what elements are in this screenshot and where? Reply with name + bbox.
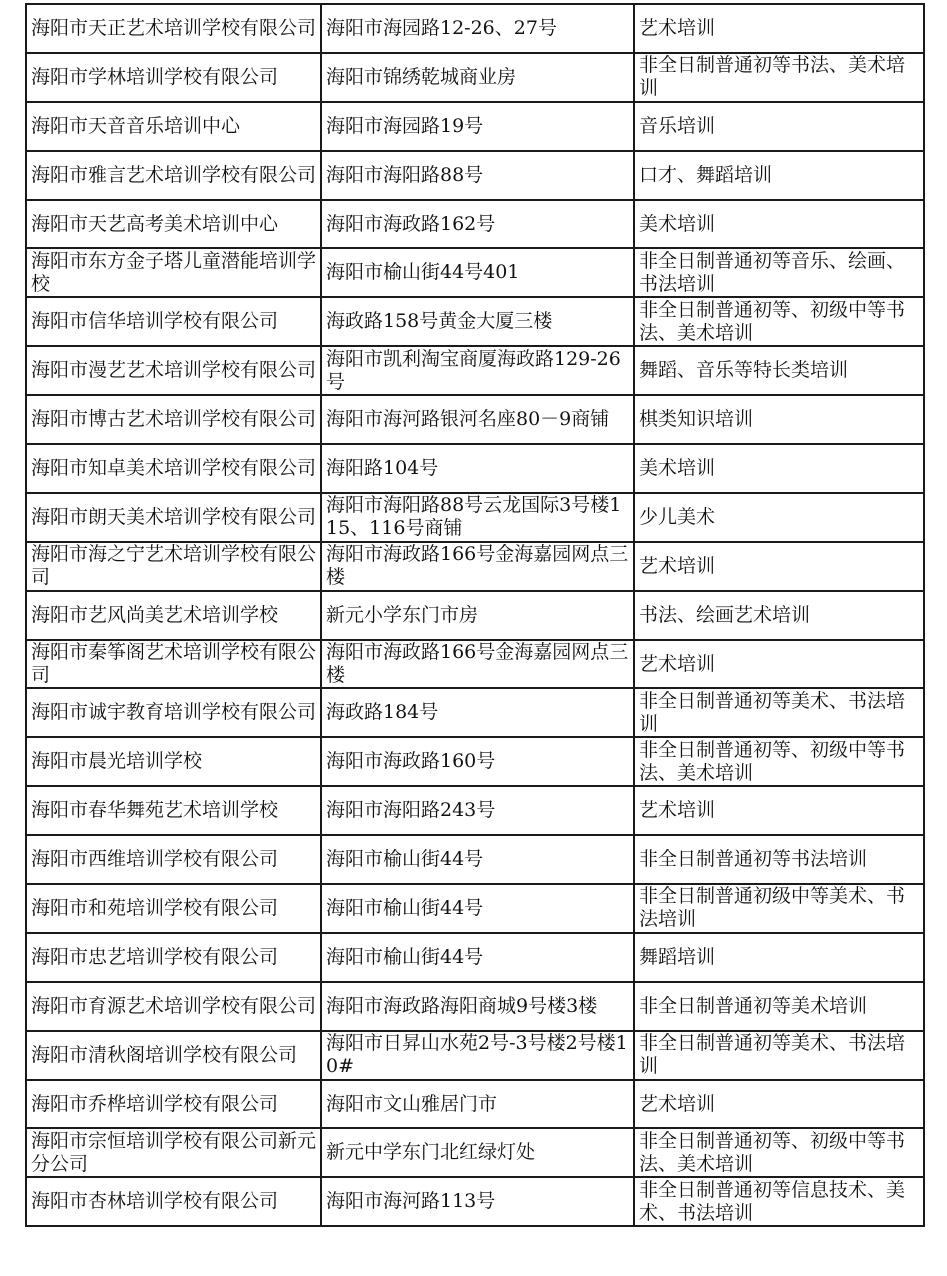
address-cell xyxy=(321,102,634,151)
address-cell xyxy=(321,591,634,640)
school-name-text: 海阳市天艺高考美术培训中心 xyxy=(31,212,279,235)
address-text: 海阳市海河路113号 xyxy=(326,1190,496,1213)
school-name-text: 海阳市秦筝阁艺术培训学校有限公司 xyxy=(31,641,317,687)
school-name-text: 海阳市海之宁艺术培训学校有限公司 xyxy=(31,543,317,589)
school-name-text: 海阳市艺风尚美艺术培训学校 xyxy=(31,603,279,626)
training-scope-text: 舞蹈、音乐等特长类培训 xyxy=(639,359,849,382)
address-text: 海阳市锦绣乾城商业房 xyxy=(326,65,517,88)
training-scope-cell xyxy=(634,982,924,1031)
school-name-text: 海阳市宗恒培训学校有限公司新元分公司 xyxy=(31,1129,317,1175)
school-name-text: 海阳市忠艺培训学校有限公司 xyxy=(31,945,279,968)
training-scope-cell xyxy=(634,640,924,689)
address-cell xyxy=(321,297,634,346)
training-scope-text: 舞蹈培训 xyxy=(639,945,716,968)
training-scope-text: 非全日制普通初等信息技术、美术、书法培训 xyxy=(639,1178,906,1224)
training-scope-cell xyxy=(634,835,924,884)
school-name-text: 海阳市杏林培训学校有限公司 xyxy=(31,1190,279,1213)
table-row xyxy=(26,493,924,542)
address-cell xyxy=(321,444,634,493)
school-name-cell xyxy=(26,1128,321,1177)
school-name-text: 海阳市知卓美术培训学校有限公司 xyxy=(31,456,317,479)
school-name-cell xyxy=(26,4,321,53)
training-scope-text: 非全日制普通初级中等美术、书法培训 xyxy=(639,885,906,931)
table-row xyxy=(26,737,924,786)
training-scope-cell xyxy=(634,151,924,200)
table-row xyxy=(26,884,924,933)
school-name-text: 海阳市和苑培训学校有限公司 xyxy=(31,896,279,919)
school-name-cell xyxy=(26,737,321,786)
training-scope-cell xyxy=(634,542,924,591)
training-schools-table xyxy=(25,3,925,1227)
address-cell xyxy=(321,542,634,591)
training-scope-cell xyxy=(634,248,924,297)
table-row xyxy=(26,444,924,493)
training-scope-text: 美术培训 xyxy=(639,212,716,235)
table-row xyxy=(26,248,924,297)
address-text: 海阳市海园路19号 xyxy=(326,114,484,137)
training-scope-text: 美术培训 xyxy=(639,456,716,479)
training-scope-text: 艺术培训 xyxy=(639,652,716,675)
training-scope-cell xyxy=(634,591,924,640)
table-body xyxy=(26,4,924,1226)
training-scope-text: 艺术培训 xyxy=(639,554,716,577)
school-name-cell xyxy=(26,884,321,933)
table-row xyxy=(26,835,924,884)
table-row xyxy=(26,640,924,689)
address-text: 海阳市海园路12-26、27号 xyxy=(326,16,557,39)
school-name-cell xyxy=(26,102,321,151)
table-row xyxy=(26,4,924,53)
training-scope-cell xyxy=(634,1080,924,1129)
school-name-cell xyxy=(26,688,321,737)
training-scope-cell xyxy=(634,4,924,53)
school-name-text: 海阳市天正艺术培训学校有限公司 xyxy=(31,16,317,39)
address-cell xyxy=(321,1080,634,1129)
training-scope-cell xyxy=(634,200,924,249)
school-name-text: 海阳市天音音乐培训中心 xyxy=(31,114,241,137)
address-text: 海阳市海政路166号金海嘉园网点三楼 xyxy=(326,641,629,687)
training-scope-text: 棋类知识培训 xyxy=(639,408,754,431)
training-scope-text: 艺术培训 xyxy=(639,16,716,39)
school-name-text: 海阳市东方金子塔儿童潜能培训学校 xyxy=(31,249,317,295)
address-text: 海阳市海政路162号 xyxy=(326,212,496,235)
school-name-text: 海阳市春华舞苑艺术培训学校 xyxy=(31,799,279,822)
table-row xyxy=(26,297,924,346)
school-name-cell xyxy=(26,640,321,689)
school-name-cell xyxy=(26,200,321,249)
training-scope-cell xyxy=(634,1128,924,1177)
address-cell xyxy=(321,395,634,444)
training-scope-cell xyxy=(634,493,924,542)
address-cell xyxy=(321,346,634,395)
address-text: 海阳市凯利淘宝商厦海政路129-26号 xyxy=(326,347,621,393)
address-cell xyxy=(321,786,634,835)
address-text: 新元小学东门市房 xyxy=(326,603,479,626)
training-scope-text: 艺术培训 xyxy=(639,1092,716,1115)
training-scope-text: 非全日制普通初等、初级中等书法、美术培训 xyxy=(639,298,906,344)
school-name-cell xyxy=(26,835,321,884)
address-cell xyxy=(321,933,634,982)
training-scope-text: 非全日制普通初等音乐、绘画、书法培训 xyxy=(639,249,906,295)
training-scope-cell xyxy=(634,688,924,737)
school-name-text: 海阳市漫艺艺术培训学校有限公司 xyxy=(31,359,317,382)
training-scope-text: 非全日制普通初等美术、书法培训 xyxy=(639,689,906,735)
training-scope-cell xyxy=(634,395,924,444)
table-row xyxy=(26,1080,924,1129)
address-text: 海阳市榆山街44号 xyxy=(326,896,484,919)
address-text: 海阳市海阳路88号云龙国际3号楼115、116号商铺 xyxy=(326,494,622,540)
address-cell xyxy=(321,248,634,297)
school-name-cell xyxy=(26,1080,321,1129)
school-name-cell xyxy=(26,786,321,835)
table-row xyxy=(26,346,924,395)
school-name-cell xyxy=(26,493,321,542)
school-name-cell xyxy=(26,248,321,297)
training-scope-cell xyxy=(634,1031,924,1080)
training-scope-cell xyxy=(634,53,924,102)
address-text: 新元中学东门北红绿灯处 xyxy=(326,1141,536,1164)
training-scope-text: 口才、舞蹈培训 xyxy=(639,163,773,186)
table-row xyxy=(26,53,924,102)
school-name-text: 海阳市育源艺术培训学校有限公司 xyxy=(31,994,317,1017)
training-scope-cell xyxy=(634,297,924,346)
address-text: 海阳路104号 xyxy=(326,456,439,479)
table-row xyxy=(26,151,924,200)
training-scope-text: 艺术培训 xyxy=(639,799,716,822)
school-name-cell xyxy=(26,151,321,200)
table-row xyxy=(26,933,924,982)
address-text: 海阳市榆山街44号 xyxy=(326,848,484,871)
school-name-text: 海阳市清秋阁培训学校有限公司 xyxy=(31,1043,298,1066)
school-name-text: 海阳市朗天美术培训学校有限公司 xyxy=(31,505,317,528)
school-name-text: 海阳市乔桦培训学校有限公司 xyxy=(31,1092,279,1115)
address-text: 海阳市日昇山水苑2号-3号楼2号楼10# xyxy=(326,1032,628,1078)
address-cell xyxy=(321,493,634,542)
address-cell xyxy=(321,151,634,200)
table-row xyxy=(26,982,924,1031)
training-scope-cell xyxy=(634,884,924,933)
address-cell xyxy=(321,982,634,1031)
training-scope-cell xyxy=(634,346,924,395)
address-cell xyxy=(321,200,634,249)
school-name-text: 海阳市雅言艺术培训学校有限公司 xyxy=(31,163,317,186)
school-name-cell xyxy=(26,542,321,591)
school-name-text: 海阳市学林培训学校有限公司 xyxy=(31,65,279,88)
school-name-cell xyxy=(26,444,321,493)
school-name-cell xyxy=(26,346,321,395)
table-row xyxy=(26,1128,924,1177)
address-text: 海阳市榆山街44号401 xyxy=(326,261,520,284)
address-text: 海阳市海阳路243号 xyxy=(326,799,496,822)
address-text: 海阳市海河路银河名座80－9商铺 xyxy=(326,408,610,431)
address-text: 海阳市海阳路88号 xyxy=(326,163,484,186)
training-scope-text: 非全日制普通初等书法、美术培训 xyxy=(639,54,906,100)
training-scope-text: 非全日制普通初等美术、书法培训 xyxy=(639,1032,906,1078)
table-row xyxy=(26,1177,924,1226)
training-scope-text: 非全日制普通初等、初级中等书法、美术培训 xyxy=(639,738,906,784)
school-name-cell xyxy=(26,1031,321,1080)
address-cell xyxy=(321,1128,634,1177)
address-cell xyxy=(321,1177,634,1226)
address-cell xyxy=(321,737,634,786)
address-text: 海政路158号黄金大厦三楼 xyxy=(326,310,553,333)
training-scope-text: 非全日制普通初等书法培训 xyxy=(639,848,868,871)
address-cell xyxy=(321,4,634,53)
table-row xyxy=(26,688,924,737)
training-scope-text: 非全日制普通初等美术培训 xyxy=(639,994,868,1017)
school-name-text: 海阳市诚宇教育培训学校有限公司 xyxy=(31,701,317,724)
training-scope-text: 非全日制普通初等、初级中等书法、美术培训 xyxy=(639,1129,906,1175)
address-cell xyxy=(321,688,634,737)
address-text: 海阳市海政路166号金海嘉园网点三楼 xyxy=(326,543,629,589)
training-scope-cell xyxy=(634,1177,924,1226)
address-text: 海阳市海政路160号 xyxy=(326,750,496,773)
school-name-cell xyxy=(26,591,321,640)
training-scope-text: 少儿美术 xyxy=(639,505,716,528)
table-row xyxy=(26,1031,924,1080)
table-row xyxy=(26,542,924,591)
school-name-cell xyxy=(26,297,321,346)
address-cell xyxy=(321,1031,634,1080)
address-text: 海阳市文山雅居门市 xyxy=(326,1092,498,1115)
school-name-cell xyxy=(26,982,321,1031)
address-text: 海阳市海政路海阳商城9号楼3楼 xyxy=(326,994,598,1017)
training-scope-cell xyxy=(634,933,924,982)
school-name-cell xyxy=(26,395,321,444)
training-scope-cell xyxy=(634,737,924,786)
school-name-text: 海阳市信华培训学校有限公司 xyxy=(31,310,279,333)
school-name-cell xyxy=(26,53,321,102)
address-cell xyxy=(321,640,634,689)
address-cell xyxy=(321,884,634,933)
training-scope-cell xyxy=(634,444,924,493)
table-row xyxy=(26,591,924,640)
table-row xyxy=(26,200,924,249)
training-scope-cell xyxy=(634,102,924,151)
address-cell xyxy=(321,835,634,884)
address-cell xyxy=(321,53,634,102)
table-row xyxy=(26,786,924,835)
training-scope-text: 音乐培训 xyxy=(639,114,716,137)
training-scope-cell xyxy=(634,786,924,835)
training-scope-text: 书法、绘画艺术培训 xyxy=(639,603,811,626)
school-name-text: 海阳市博古艺术培训学校有限公司 xyxy=(31,408,317,431)
table-row xyxy=(26,102,924,151)
school-name-text: 海阳市西维培训学校有限公司 xyxy=(31,848,279,871)
address-text: 海阳市榆山街44号 xyxy=(326,945,484,968)
school-name-cell xyxy=(26,933,321,982)
school-name-text: 海阳市晨光培训学校 xyxy=(31,750,203,773)
school-name-cell xyxy=(26,1177,321,1226)
table-row xyxy=(26,395,924,444)
address-text: 海政路184号 xyxy=(326,701,439,724)
